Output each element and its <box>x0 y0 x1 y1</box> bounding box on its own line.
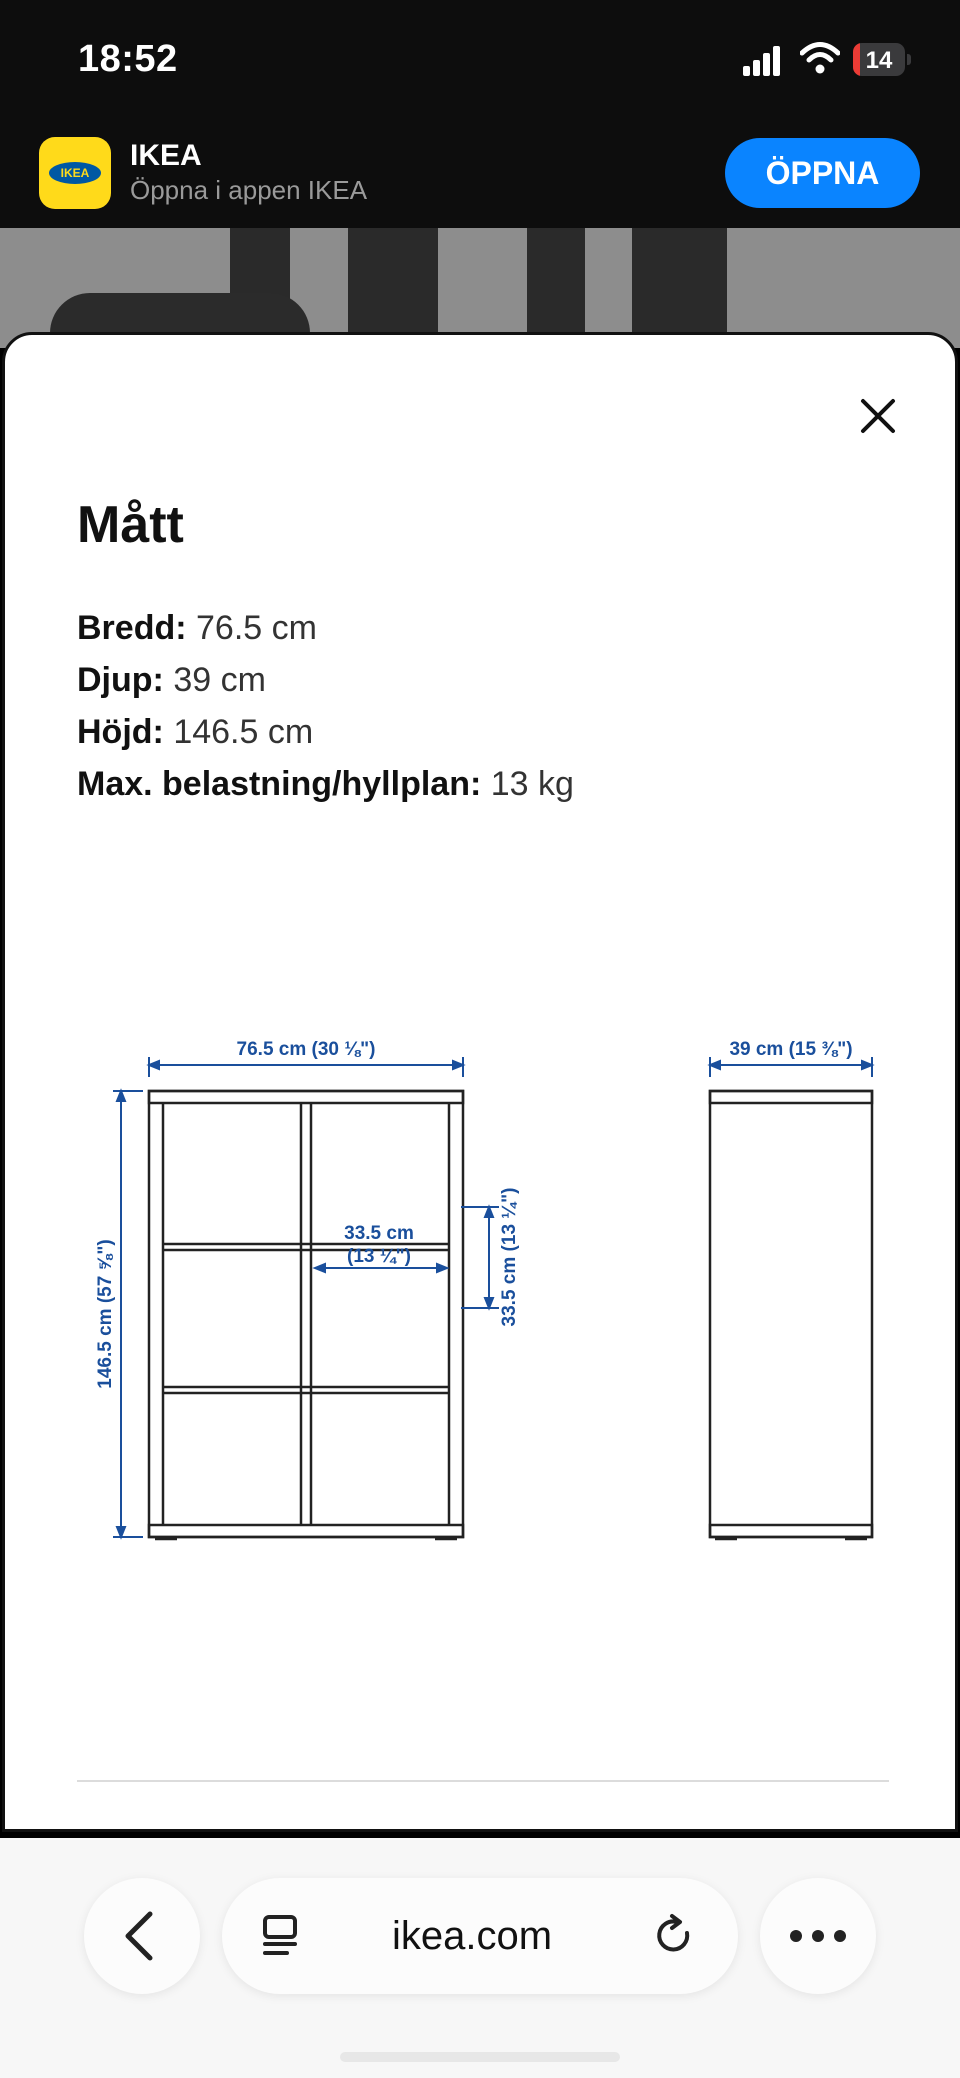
open-app-button[interactable]: ÖPPNA <box>725 138 920 208</box>
sheet-title: Mått <box>77 496 184 554</box>
spec-label: Djup: <box>77 661 164 699</box>
app-subtitle: Öppna i appen IKEA <box>130 175 368 205</box>
ikea-logo <box>49 162 101 184</box>
status-time: 18:52 <box>78 38 178 80</box>
shelf-front-view <box>149 1091 463 1539</box>
compartment-width-label: 33.5 cm <box>344 1223 414 1244</box>
spec-max-load <box>77 765 574 804</box>
ikea-app-icon <box>39 137 111 209</box>
cellular-signal-icon <box>743 46 783 76</box>
width-dimension-label: 76.5 cm (30 ⅛") <box>236 1039 376 1060</box>
spec-width <box>77 609 317 648</box>
spec-depth <box>77 661 266 700</box>
shelf-side-view <box>710 1091 872 1539</box>
smart-app-banner <box>0 125 960 228</box>
spec-label: Bredd: <box>77 609 187 647</box>
reader-mode-icon[interactable] <box>256 1911 306 1961</box>
wifi-icon <box>800 42 840 74</box>
home-indicator <box>340 2052 620 2062</box>
url-text: ikea.com <box>392 1914 553 1958</box>
more-button[interactable] <box>760 1878 876 1994</box>
close-icon[interactable] <box>855 393 901 439</box>
compartment-height-label: 33.5 cm (13 ¼") <box>499 1187 520 1327</box>
spec-height <box>77 713 313 752</box>
reload-icon[interactable] <box>650 1911 700 1961</box>
spec-value: 13 kg <box>490 765 574 803</box>
dimension-drawing <box>5 935 960 1935</box>
back-button[interactable] <box>84 1878 200 1994</box>
divider <box>77 1780 889 1782</box>
address-bar[interactable] <box>222 1878 738 1994</box>
spec-label: Höjd: <box>77 713 164 751</box>
battery-icon <box>853 43 911 76</box>
chevron-left-icon <box>84 1878 200 1994</box>
spec-label: Max. belastning/hyllplan: <box>77 765 482 803</box>
spec-value: 146.5 cm <box>173 713 314 751</box>
battery-percent: 14 <box>865 47 893 74</box>
height-dimension-label: 146.5 cm (57 ⅝") <box>95 1239 116 1389</box>
ikea-logo-text: IKEA <box>60 166 90 180</box>
depth-dimension-label: 39 cm (15 ⅜") <box>729 1039 853 1060</box>
compartment-width-inch-label: (13 ¼") <box>347 1246 411 1267</box>
product-image-background <box>0 228 960 348</box>
status-bar <box>0 0 960 125</box>
browser-toolbar <box>0 1838 960 2078</box>
app-name: IKEA <box>130 139 202 172</box>
spec-value: 39 cm <box>173 661 266 699</box>
spec-value: 76.5 cm <box>196 609 317 647</box>
dimensions-sheet <box>2 332 958 1832</box>
more-icon <box>760 1878 876 1994</box>
